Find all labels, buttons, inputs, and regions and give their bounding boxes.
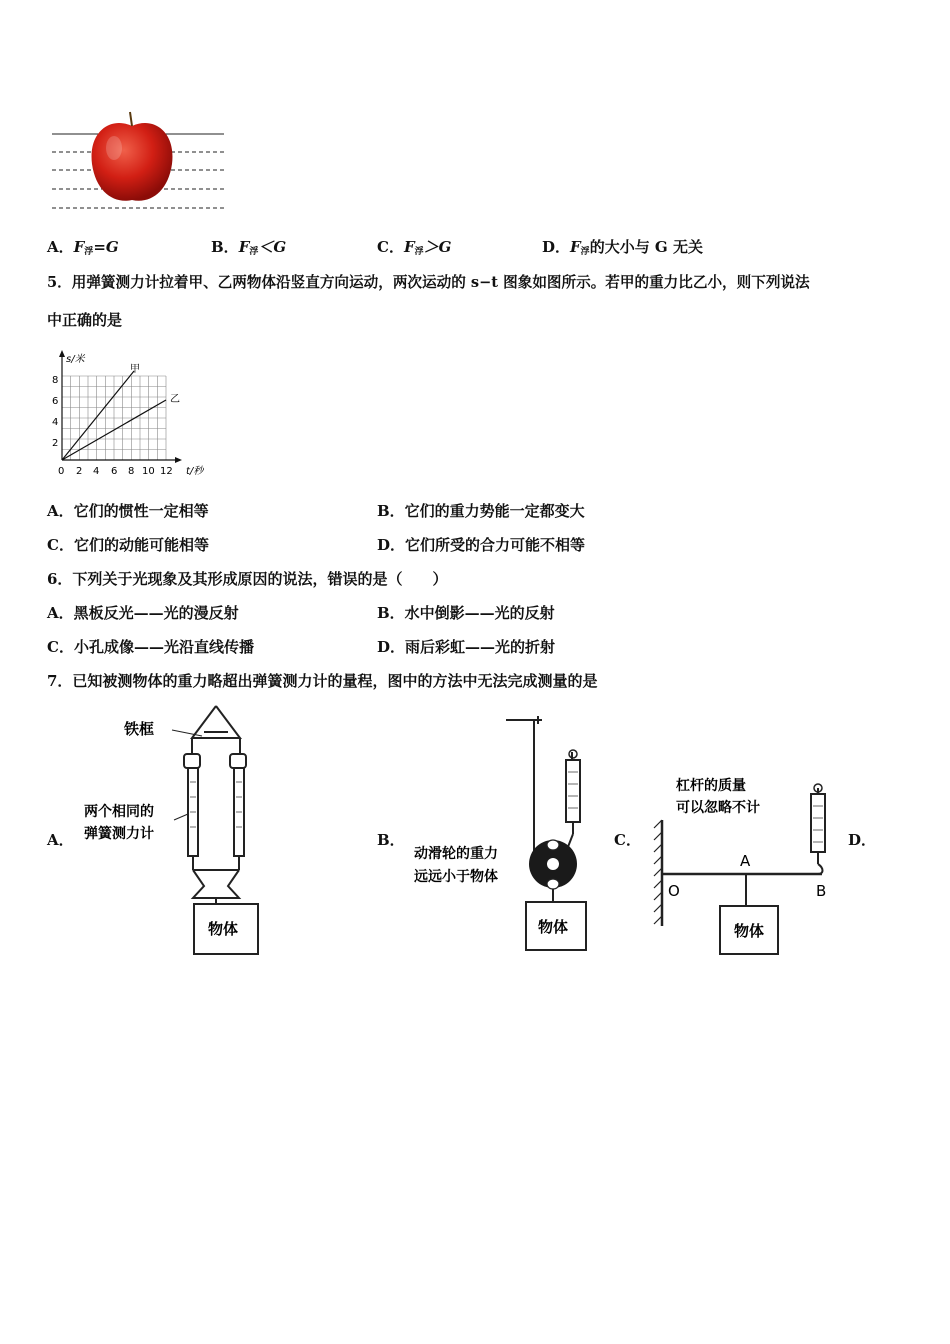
- st-graph: [42, 346, 212, 480]
- apple-float-figure: [48, 108, 228, 216]
- y-tick-2: 2: [52, 438, 59, 449]
- q4-option-b[interactable]: B．$F_浮<G$: [211, 238, 287, 257]
- y-tick-8: 8: [52, 375, 59, 386]
- fig-a-two-spring-scales: [78, 702, 278, 960]
- y-axis-label: s/米: [66, 354, 85, 365]
- lever-note-line2: 可以忽略不计: [676, 800, 760, 816]
- q6-option-d[interactable]: D．雨后彩虹——光的折射: [377, 638, 556, 656]
- pulley-note-line2: 远远小于物体: [414, 869, 498, 885]
- q5-stem-line2: 中正确的是: [47, 311, 123, 329]
- q6-stem: 6．下列关于光现象及其形成原因的说法，错误的是（ ）: [47, 570, 448, 588]
- x-axis-arrow-icon: [175, 457, 182, 463]
- series-jia-line: [62, 371, 134, 460]
- series-yi-label: 乙: [170, 394, 180, 405]
- x-tick-4: 4: [93, 466, 100, 477]
- frame-label: 铁框: [124, 720, 155, 738]
- iron-frame-top: [192, 706, 240, 738]
- q5-option-d[interactable]: D．它们所受的合力可能不相等: [377, 536, 586, 554]
- q7-stem: 7．已知被测物体的重力略超出弹簧测力计的量程，图中的方法中无法完成测量的是: [47, 672, 598, 690]
- lever-note-line1: 杠杆的质量: [676, 778, 746, 794]
- q6-option-b[interactable]: B．水中倒影——光的反射: [377, 604, 555, 622]
- x-tick-10: 10: [142, 466, 155, 477]
- q7-option-b-label[interactable]: B．: [377, 831, 405, 849]
- spring-scale-b: [566, 760, 580, 822]
- point-a-label: A: [740, 852, 751, 870]
- object-label-a: 物体: [208, 920, 239, 938]
- st-graph-grid: [62, 376, 166, 460]
- y-tick-4: 4: [52, 417, 59, 428]
- q7-option-d-label[interactable]: D．: [848, 831, 877, 849]
- q4-option-a[interactable]: A．$F_浮=G$: [47, 238, 119, 257]
- fig-c-lever: [648, 770, 848, 962]
- series-jia-label: 甲: [130, 364, 140, 375]
- x-tick-0: 0: [58, 466, 65, 477]
- q7-option-a-label[interactable]: A．: [47, 831, 74, 849]
- apple-icon: [92, 112, 173, 201]
- q5-option-a[interactable]: A．它们的惯性一定相等: [47, 502, 209, 520]
- point-b-label: B: [816, 882, 827, 900]
- y-tick-6: 6: [52, 396, 59, 407]
- spring-scale-c: [811, 794, 825, 852]
- q7-option-c-label[interactable]: C．: [614, 831, 641, 849]
- q6-option-c[interactable]: C．小孔成像——光沿直线传播: [47, 638, 254, 656]
- q5-stem-line1: 5．用弹簧测力计拉着甲、乙两物体沿竖直方向运动，两次运动的 s−t 图象如图所示。若甲的重力比乙小，则下列说法: [47, 274, 810, 291]
- q4-option-c[interactable]: C．$F_浮>G$: [377, 238, 452, 257]
- q5-option-c[interactable]: C．它们的动能可能相等: [47, 536, 209, 554]
- x-tick-2: 2: [76, 466, 83, 477]
- q5-option-b[interactable]: B．它们的重力势能一定都变大: [377, 502, 585, 520]
- iron-frame-bottom: [193, 870, 239, 898]
- object-label-b: 物体: [538, 918, 569, 936]
- q6-option-a[interactable]: A．黑板反光——光的漫反射: [47, 604, 239, 622]
- fig-b-movable-pulley: [410, 712, 610, 958]
- x-axis-label: t/秒: [186, 466, 204, 477]
- spring-label-line1: 两个相同的: [84, 804, 154, 820]
- y-axis-arrow-icon: [59, 350, 65, 357]
- spring-label-line2: 弹簧测力计: [84, 826, 154, 842]
- object-label-c: 物体: [734, 922, 765, 940]
- q4-option-d[interactable]: D．$F_浮$的大小与 G 无关: [542, 238, 703, 257]
- pulley-note-line1: 动滑轮的重力: [414, 846, 498, 862]
- point-o-label: O: [668, 882, 680, 900]
- x-tick-8: 8: [128, 466, 135, 477]
- x-tick-12: 12: [160, 466, 173, 477]
- x-tick-6: 6: [111, 466, 118, 477]
